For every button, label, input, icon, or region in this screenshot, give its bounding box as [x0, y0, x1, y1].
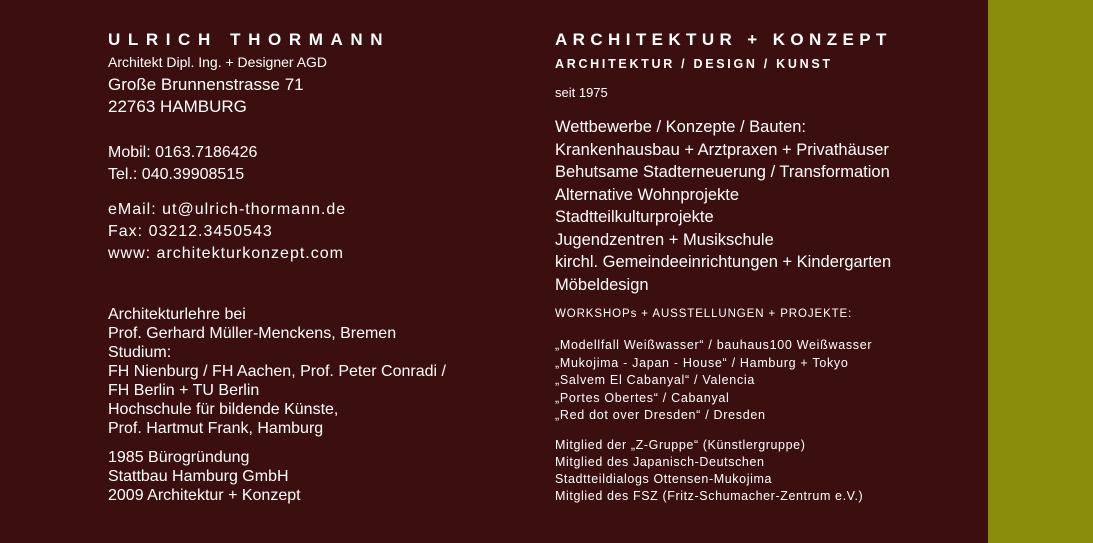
- company-name: ARCHITEKTUR + KONZEPT: [555, 30, 892, 49]
- address-street: Große Brunnenstrasse 71: [108, 75, 304, 94]
- project-item: „Mukojima - Japan - House“ / Hamburg + Tokyo: [555, 355, 849, 370]
- education-line: Prof. Hartmut Frank, Hamburg: [108, 420, 324, 437]
- membership-item: Mitglied der „Z-Gruppe“ (Künstlergruppe): [555, 438, 806, 452]
- education-line: FH Berlin + TU Berlin: [108, 382, 260, 399]
- service-item: Behutsame Stadterneuerung / Transformation: [555, 163, 890, 181]
- website-link[interactable]: www: architekturkonzept.com: [108, 245, 344, 262]
- history-line: 1985 Bürogründung: [108, 449, 250, 466]
- project-item: „Salvem El Cabanyal“ / Valencia: [555, 373, 756, 387]
- workshops-heading: WORKSHOPs + AUSSTELLUNGEN + PROJEKTE:: [555, 308, 853, 320]
- accent-bar: [988, 0, 1093, 543]
- education-list: [108, 305, 446, 438]
- education-line: Studium:: [108, 344, 172, 361]
- project-item: „Red dot over Dresden“ / Dresden: [555, 408, 766, 422]
- membership-item: Stadtteildialogs Ottensen-Mukojima: [555, 472, 773, 486]
- service-item: Wettbewerbe / Konzepte / Bauten:: [555, 118, 807, 136]
- service-item: Krankenhausbau + Arztpraxen + Privathäuser: [555, 140, 889, 159]
- project-item: „Modellfall Weißwasser“ / bauhaus100 Weißwasser: [555, 338, 873, 352]
- education-line: Hochschule für bildende Künste,: [108, 401, 339, 418]
- membership-item: Mitglied des FSZ (Fritz-Schumacher-Zentrum e.V.): [555, 489, 864, 503]
- projects-list: [555, 337, 872, 425]
- founded-year: seit 1975: [555, 85, 608, 100]
- services-list: [555, 116, 891, 296]
- fax-number: Fax: 03212.3450543: [108, 223, 273, 240]
- history-list: [108, 448, 301, 505]
- person-title: Architekt Dipl. Ing. + Designer AGD: [108, 54, 328, 70]
- email-address[interactable]: eMail: ut@ulrich-thormann.de: [108, 201, 347, 218]
- mobile-number: Mobil: 0163.7186426: [108, 144, 258, 161]
- education-line: Prof. Gerhard Müller-Menckens, Bremen: [108, 325, 397, 342]
- person-name: ULRICH THORMANN: [108, 30, 391, 49]
- project-item: „Portes Obertes“ / Cabanyal: [555, 390, 730, 405]
- address-city: 22763 HAMBURG: [108, 97, 247, 116]
- history-line: 2009 Architektur + Konzept: [108, 487, 301, 504]
- education-line: FH Nienburg / FH Aachen, Prof. Peter Conradi /: [108, 363, 446, 380]
- memberships-list: [555, 437, 863, 505]
- service-item: Jugendzentren + Musikschule: [555, 230, 774, 249]
- service-item: kirchl. Gemeindeeinrichtungen + Kindergarten: [555, 253, 892, 271]
- membership-item: Mitglied des Japanisch-Deutschen: [555, 455, 765, 469]
- company-subtitle: ARCHITEKTUR / DESIGN / KUNST: [555, 57, 833, 71]
- history-line: Stattbau Hamburg GmbH: [108, 468, 289, 485]
- service-item: Alternative Wohnprojekte: [555, 185, 740, 204]
- service-item: Stadtteilkulturprojekte: [555, 208, 714, 226]
- service-item: Möbeldesign: [555, 275, 649, 294]
- education-line: Architekturlehre bei: [108, 306, 246, 323]
- phone-number: Tel.: 040.39908515: [108, 166, 245, 183]
